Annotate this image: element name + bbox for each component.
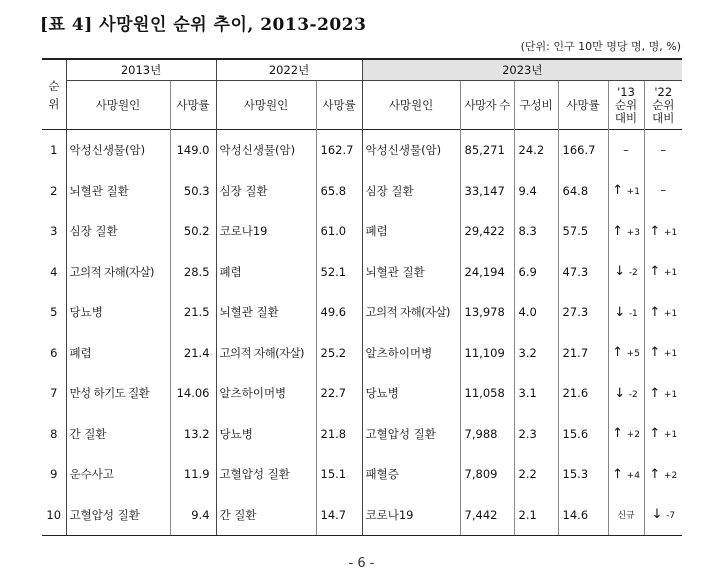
rank-change-vs-2013-cell xyxy=(608,495,644,536)
rate-2023-cell: 21.6 xyxy=(558,373,608,414)
deaths-2023-cell: 7,988 xyxy=(460,414,514,455)
rate-2023-cell: 21.7 xyxy=(558,333,608,374)
rate-2022-cell: 15.1 xyxy=(316,454,362,495)
rank-change-arrow-icon: ↑ xyxy=(612,466,624,482)
vs-2022-rank-header: '22 순위 대비 xyxy=(644,81,682,130)
rank-change-value: +1 xyxy=(626,187,640,198)
table-row xyxy=(42,454,682,495)
rate-2023-cell: 64.8 xyxy=(558,171,608,212)
cause-2013-cell: 운수사고 xyxy=(66,454,170,495)
rank-cell: 4 xyxy=(50,264,58,279)
rank-change-vs-2013-cell xyxy=(608,454,644,495)
rate-2013-cell: 50.2 xyxy=(170,211,216,252)
rate-2013-cell: 13.2 xyxy=(170,414,216,455)
rate-2013-cell: 21.5 xyxy=(170,292,216,333)
rank-change-value: +1 xyxy=(663,389,678,400)
rate-2023-cell: 15.3 xyxy=(558,454,608,495)
share-2023-cell: 6.9 xyxy=(514,252,558,293)
rank-change-value: – xyxy=(623,142,629,157)
cause-2023-cell: 악성신생물(암) xyxy=(362,130,460,171)
rank-change-arrow-icon: ↑ xyxy=(649,345,661,361)
table-row xyxy=(42,252,682,293)
cause-2023-cell: 코로나19 xyxy=(362,495,460,536)
death-cause-table xyxy=(42,58,682,536)
cause-2022-cell: 악성신생물(암) xyxy=(216,130,316,171)
table-row xyxy=(42,373,682,414)
share-2023-cell: 9.4 xyxy=(514,171,558,212)
rate-2022-cell: 52.1 xyxy=(316,252,362,293)
rank-change-value: -7 xyxy=(666,511,676,522)
rate-2022-cell: 49.6 xyxy=(316,292,362,333)
table-row xyxy=(42,414,682,455)
rank-header: 순 위 xyxy=(42,59,66,130)
rate-2013-cell: 11.9 xyxy=(170,454,216,495)
cause-2023-cell: 당뇨병 xyxy=(362,373,460,414)
rank-change-vs-2013-cell xyxy=(608,252,644,293)
rank-change-arrow-icon: ↑ xyxy=(649,223,661,239)
rank-cell: 8 xyxy=(50,426,58,441)
rate-2013-cell: 21.4 xyxy=(170,333,216,374)
rank-change-arrow-icon: ↑ xyxy=(612,223,624,239)
share-2023-cell: 2.3 xyxy=(514,414,558,455)
cause-2022-cell: 뇌혈관 질환 xyxy=(216,292,316,333)
table-row xyxy=(42,292,682,333)
table-row xyxy=(42,211,682,252)
rate-2022-cell: 21.8 xyxy=(316,414,362,455)
rank-change-vs-2022-cell xyxy=(644,333,682,374)
year-2013-header: 2013년 xyxy=(66,59,216,81)
rank-change-arrow-icon: ↑ xyxy=(649,385,661,401)
rank-change-value: +1 xyxy=(663,308,678,319)
deaths-2023-cell: 11,058 xyxy=(460,373,514,414)
deaths-2023-cell: 24,194 xyxy=(460,252,514,293)
rank-change-value: +1 xyxy=(663,430,678,441)
table-row xyxy=(42,171,682,212)
cause-2013-cell: 간 질환 xyxy=(66,414,170,455)
rank-change-arrow-icon: ↓ xyxy=(614,264,626,280)
cause-2023-cell: 고의적 자해(자살) xyxy=(362,292,460,333)
rank-change-vs-2022-cell xyxy=(644,454,682,495)
rank-change-value: -2 xyxy=(628,268,638,279)
rank-change-arrow-icon: ↑ xyxy=(612,426,624,442)
rate-2013-header: 사망률 xyxy=(170,81,216,130)
cause-2022-header: 사망원인 xyxy=(216,81,316,130)
cause-2022-cell: 코로나19 xyxy=(216,211,316,252)
rank-change-value: +2 xyxy=(626,430,640,441)
rank-change-vs-2013-cell xyxy=(608,211,644,252)
cause-2013-cell: 고혈압성 질환 xyxy=(66,495,170,536)
rank-change-arrow-icon: ↑ xyxy=(649,264,661,280)
rank-cell: 1 xyxy=(50,143,58,158)
deaths-2023-cell: 11,109 xyxy=(460,333,514,374)
rank-change-value: 신규 xyxy=(617,511,635,522)
rank-cell: 6 xyxy=(50,345,58,360)
rate-2023-cell: 47.3 xyxy=(558,252,608,293)
cause-2023-header: 사망원인 xyxy=(362,81,460,130)
deaths-2023-cell: 7,442 xyxy=(460,495,514,536)
rank-cell: 3 xyxy=(50,224,58,239)
share-2023-cell: 3.1 xyxy=(514,373,558,414)
page-number: - 6 - xyxy=(348,556,375,571)
rank-change-vs-2013-cell xyxy=(608,373,644,414)
rank-change-arrow-icon: ↑ xyxy=(649,426,661,442)
rank-cell: 7 xyxy=(50,386,58,401)
rank-change-arrow-icon: ↑ xyxy=(649,466,661,482)
rank-change-vs-2022-cell xyxy=(644,252,682,293)
year-2023-header: 2023년 xyxy=(362,59,682,81)
rank-cell: 9 xyxy=(50,467,58,482)
rank-change-vs-2022-cell xyxy=(644,414,682,455)
cause-2022-cell: 고의적 자해(자살) xyxy=(216,333,316,374)
rate-2022-cell: 14.7 xyxy=(316,495,362,536)
rank-change-arrow-icon: ↓ xyxy=(651,507,663,523)
rate-2023-cell: 14.6 xyxy=(558,495,608,536)
share-2023-cell: 3.2 xyxy=(514,333,558,374)
rate-2022-cell: 25.2 xyxy=(316,333,362,374)
rank-change-arrow-icon: ↑ xyxy=(612,345,624,361)
unit-note: (단위: 인구 10만 명당 명, 명, %) xyxy=(520,40,681,53)
rank-cell: 2 xyxy=(50,183,58,198)
share-2023-header: 구성비 xyxy=(514,81,558,130)
cause-2022-cell: 심장 질환 xyxy=(216,171,316,212)
rank-change-vs-2022-cell xyxy=(644,495,682,536)
rank-change-vs-2022-cell xyxy=(644,211,682,252)
rate-2022-cell: 22.7 xyxy=(316,373,362,414)
rate-2022-cell: 61.0 xyxy=(316,211,362,252)
rank-change-value: -2 xyxy=(628,389,638,400)
share-2023-cell: 4.0 xyxy=(514,292,558,333)
rank-change-value: +1 xyxy=(663,227,678,238)
cause-2013-cell: 심장 질환 xyxy=(66,211,170,252)
rank-change-arrow-icon: ↑ xyxy=(649,304,661,320)
deaths-2023-cell: 7,809 xyxy=(460,454,514,495)
rate-2023-cell: 15.6 xyxy=(558,414,608,455)
deaths-2023-cell: 33,147 xyxy=(460,171,514,212)
rank-change-value: +3 xyxy=(626,227,640,238)
rank-change-value: -1 xyxy=(628,308,638,319)
rate-2023-cell: 27.3 xyxy=(558,292,608,333)
share-2023-cell: 24.2 xyxy=(514,130,558,171)
cause-2023-cell: 알츠하이머병 xyxy=(362,333,460,374)
deaths-2023-cell: 13,978 xyxy=(460,292,514,333)
cause-2023-cell: 패혈증 xyxy=(362,454,460,495)
rank-change-vs-2022-cell xyxy=(644,373,682,414)
share-2023-cell: 2.1 xyxy=(514,495,558,536)
rank-change-value: +4 xyxy=(626,470,640,481)
rate-2022-cell: 65.8 xyxy=(316,171,362,212)
deaths-2023-cell: 29,422 xyxy=(460,211,514,252)
table-row xyxy=(42,130,682,171)
rate-2013-cell: 50.3 xyxy=(170,171,216,212)
deaths-2023-header: 사망자 수 xyxy=(460,81,514,130)
rank-cell: 10 xyxy=(42,495,66,536)
rank-change-vs-2013-cell xyxy=(608,292,644,333)
table-title: [표 4] 사망원인 순위 추이, 2013-2023 xyxy=(40,15,367,35)
rate-2013-cell: 149.0 xyxy=(170,130,216,171)
rank-change-vs-2022-cell xyxy=(644,171,682,212)
cause-2013-cell: 당뇨병 xyxy=(66,292,170,333)
rank-change-vs-2022-cell xyxy=(644,292,682,333)
cause-2023-cell: 고혈압성 질환 xyxy=(362,414,460,455)
cause-2013-cell: 뇌혈관 질환 xyxy=(66,171,170,212)
cause-2022-cell: 간 질환 xyxy=(216,495,316,536)
rate-2013-cell: 28.5 xyxy=(170,252,216,293)
rank-change-value: +1 xyxy=(663,268,678,279)
deaths-2023-cell: 85,271 xyxy=(460,130,514,171)
rank-change-vs-2022-cell xyxy=(644,130,682,171)
rank-change-value: +2 xyxy=(663,470,678,481)
rank-change-value: – xyxy=(660,142,667,157)
rank-change-vs-2013-cell xyxy=(608,414,644,455)
share-2023-cell: 8.3 xyxy=(514,211,558,252)
cause-2013-cell: 폐렴 xyxy=(66,333,170,374)
year-2022-header: 2022년 xyxy=(216,59,362,81)
rate-2023-cell: 57.5 xyxy=(558,211,608,252)
rank-change-arrow-icon: ↓ xyxy=(614,385,626,401)
cause-2022-cell: 고혈압성 질환 xyxy=(216,454,316,495)
rate-2023-cell: 166.7 xyxy=(558,130,608,171)
rank-change-value: – xyxy=(660,183,667,198)
rate-2022-header: 사망률 xyxy=(316,81,362,130)
rank-change-vs-2013-cell xyxy=(608,130,644,171)
table-row xyxy=(42,495,682,536)
rank-change-vs-2013-cell xyxy=(608,333,644,374)
rank-change-vs-2013-cell xyxy=(608,171,644,212)
rank-change-arrow-icon: ↑ xyxy=(612,183,624,199)
cause-2023-cell: 심장 질환 xyxy=(362,171,460,212)
rate-2013-cell: 9.4 xyxy=(170,495,216,536)
cause-2013-header: 사망원인 xyxy=(66,81,170,130)
rank-change-arrow-icon: ↓ xyxy=(614,304,626,320)
cause-2013-cell: 고의적 자해(자살) xyxy=(66,252,170,293)
rank-change-value: +1 xyxy=(663,349,678,360)
cause-2022-cell: 당뇨병 xyxy=(216,414,316,455)
rank-change-value: +5 xyxy=(626,349,640,360)
cause-2023-cell: 폐렴 xyxy=(362,211,460,252)
share-2023-cell: 2.2 xyxy=(514,454,558,495)
rate-2023-header: 사망률 xyxy=(558,81,608,130)
rank-cell: 5 xyxy=(50,305,58,320)
table-row xyxy=(42,333,682,374)
cause-2013-cell: 만성 하기도 질환 xyxy=(66,373,170,414)
cause-2022-cell: 폐렴 xyxy=(216,252,316,293)
vs-2013-rank-header: '13 순위 대비 xyxy=(608,81,644,130)
cause-2013-cell: 악성신생물(암) xyxy=(66,130,170,171)
rate-2022-cell: 162.7 xyxy=(316,130,362,171)
cause-2023-cell: 뇌혈관 질환 xyxy=(362,252,460,293)
rate-2013-cell: 14.06 xyxy=(170,373,216,414)
cause-2022-cell: 알츠하이머병 xyxy=(216,373,316,414)
